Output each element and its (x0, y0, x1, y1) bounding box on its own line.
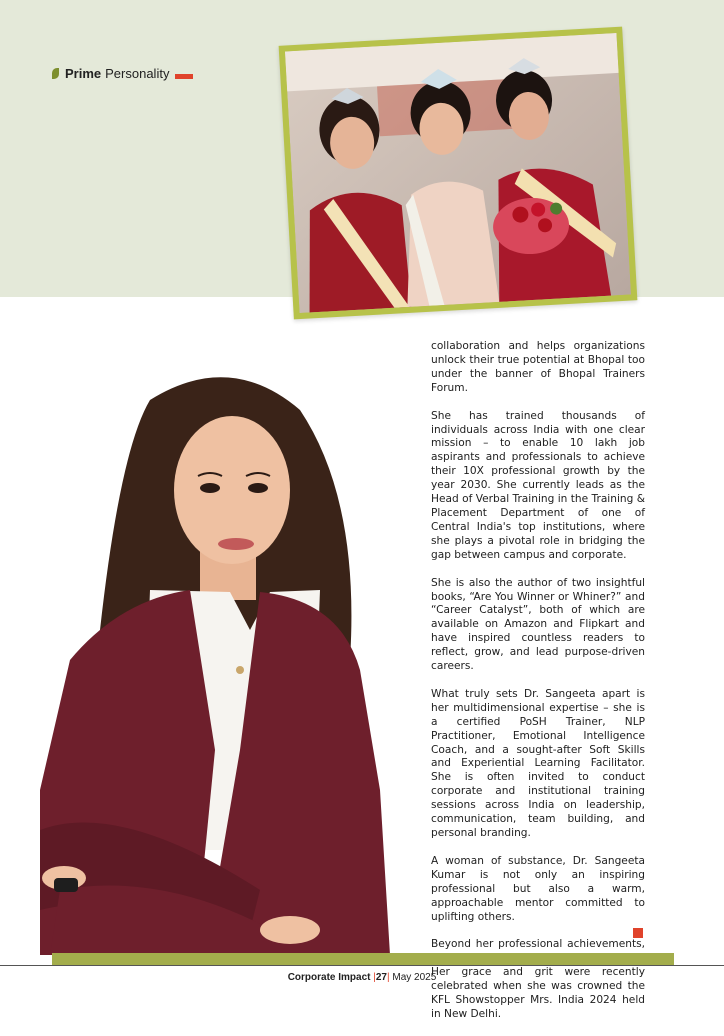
page-footer (0, 972, 724, 983)
crowning-photo-image (285, 33, 631, 313)
article-paragraph: What truly sets Dr. Sangeeta apart is her multidimensional expertise – she is a certified PoSH Trainer, NLP Practitioner, Emotional Intelligence Coach, and a sought-after Soft Skills and Experiential Learning Facilitator. She is often invited to conduct corporate and institutional training sessions across India on leadership, communication, team building, and personal branding. (431, 687, 645, 839)
section-label (52, 66, 193, 81)
section-underline-mark (175, 74, 193, 79)
portrait-image (0, 330, 420, 955)
footer-issue: May 2025 (392, 972, 437, 983)
footer-publication: Corporate Impact (287, 972, 371, 983)
footer-page-number: 27 (375, 972, 387, 983)
section-label-rest: Personality (105, 66, 170, 81)
bottom-accent-bar (52, 953, 674, 965)
article-paragraph: She has trained thousands of individuals across India with one clear mission – to enable 10 lakh job aspirants and professionals to achieve their 10X professional growth by the year 2030. She currently leads as the Head of Verbal Training in the Training & Placement Department of one of Central India's top institutions, where she plays a pivotal role in bridging the gap between campus and corporate. (431, 409, 645, 561)
crowning-photo (279, 27, 638, 320)
article-body (431, 340, 645, 1036)
article-paragraph: Beyond her professional achievements, Her grace and grit were recently celebrated when she was crowned the KFL Showstopper Mrs. India 2024 held in New Delhi. (431, 938, 645, 1020)
section-label-prime: Prime (65, 66, 102, 81)
footer-separator: | (373, 972, 376, 983)
footer-rule (0, 965, 724, 966)
leaf-icon (52, 68, 59, 79)
portrait-photo (0, 330, 420, 955)
article-paragraph: collaboration and helps organizations unlock their true potential at Bhopal too under the banner of Bhopal Trainers Forum. (431, 340, 645, 394)
end-of-article-mark (633, 928, 643, 938)
article-paragraph: She is also the author of two insightful books, “Are You Winner or Whiner?” and “Career Catalyst”, both of which are available on Amazon and Flipkart and have inspired countless readers to reflect, grow, and lead purpose-driven careers. (431, 576, 645, 673)
footer-separator: | (387, 972, 390, 983)
article-paragraph: A woman of substance, Dr. Sangeeta Kumar is not only an inspiring professional but also a warm, approachable mentor committed to uplifting others. (431, 854, 645, 923)
